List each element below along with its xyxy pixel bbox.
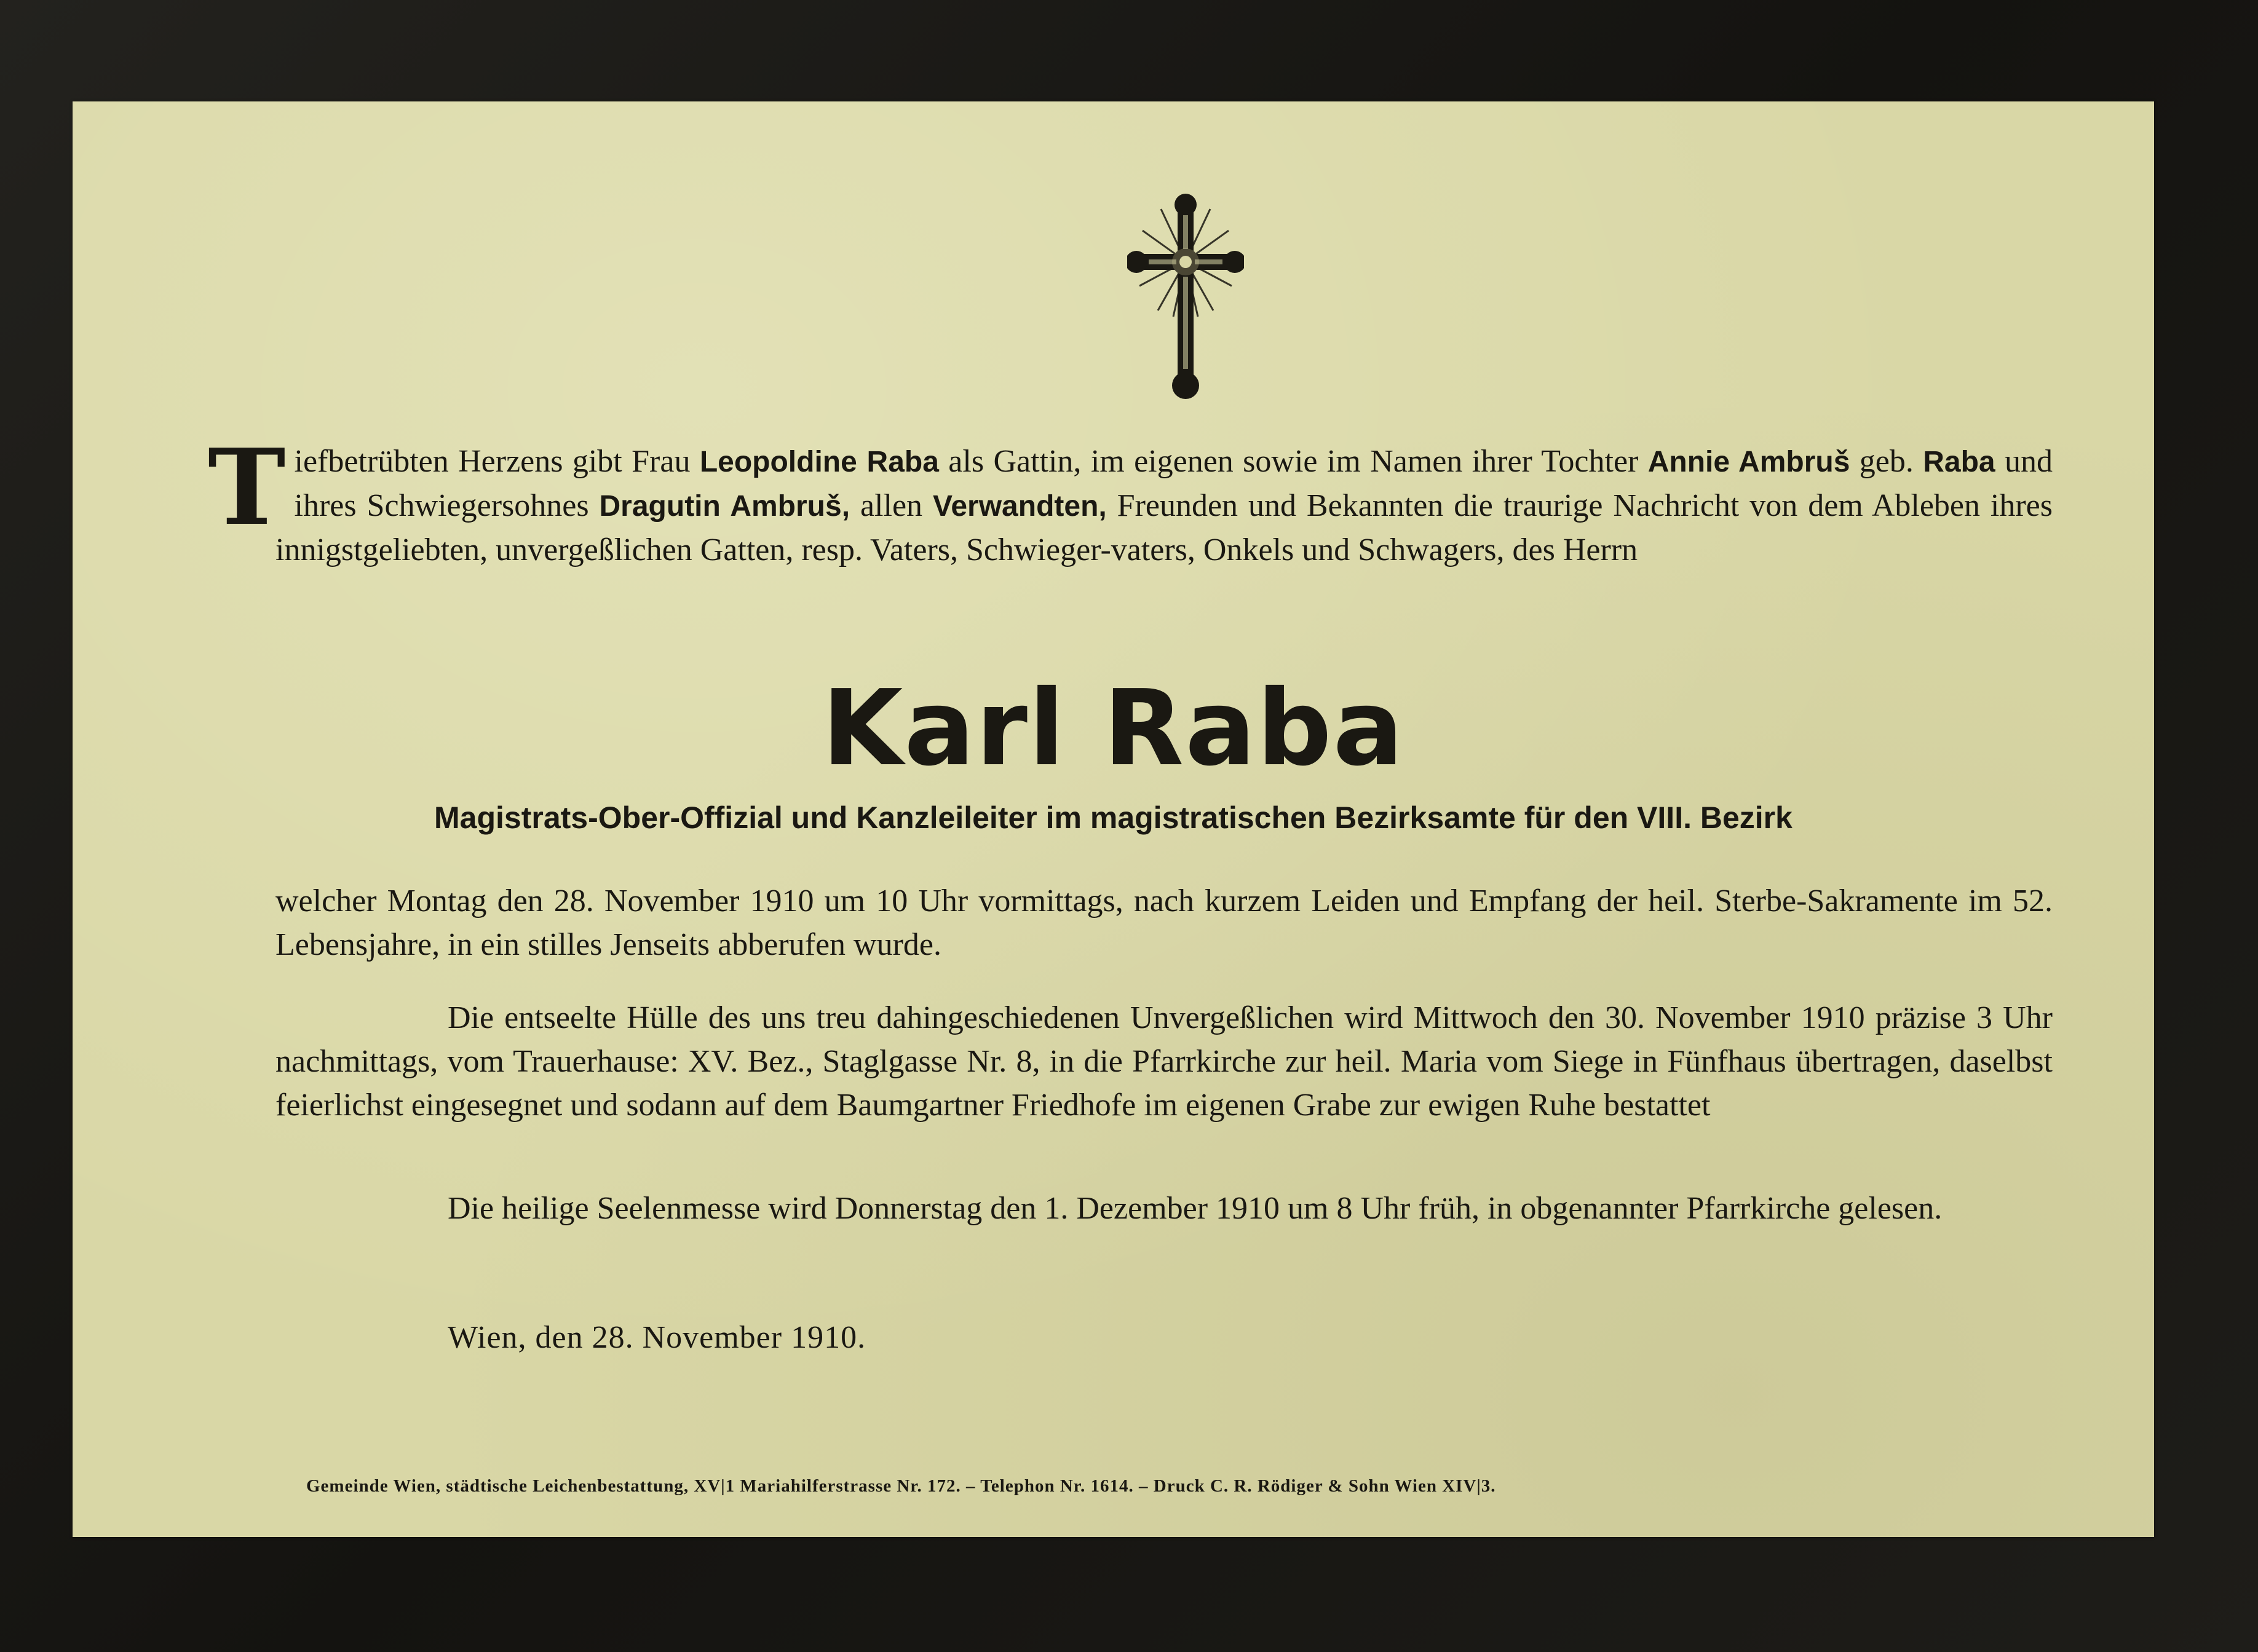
- death-notice-card: [73, 101, 2154, 1537]
- mass-paragraph: Die heilige Seelenmesse wird Donnerstag den 1. Dezember 1910 um 8 Uhr früh, in obgenannter Pfarrkirche gelesen.: [448, 1191, 1943, 1226]
- drop-cap: T: [208, 426, 286, 549]
- intro-text-3: geb.: [1850, 444, 1923, 479]
- deceased-title: Magistrats-Ober-Offizial und Kanzleileiter im magistratischen Bezirksamte für den VIII. Bezirk: [434, 800, 1793, 835]
- ornamental-cross-icon: [1127, 194, 1244, 403]
- intro-text-4: und ihres Schwiegersohnes: [294, 444, 2053, 523]
- death-paragraph: welcher Montag den 28. November 1910 um 10 Uhr vormittags, nach kurzem Leiden und Empfang der heil. Sterbe-Sakramente im 52. Lebensjahre, in ein stilles Jenseits abberufen wurde.: [275, 883, 2053, 962]
- deceased-name: Karl Raba: [822, 668, 1405, 789]
- son-in-law-name: Dragutin Ambruš,: [599, 490, 850, 523]
- place-and-date: Wien, den 28. November 1910.: [448, 1320, 866, 1355]
- relatives-word: Verwandten,: [932, 490, 1107, 523]
- intro-text-5: allen: [850, 488, 933, 523]
- printer-footer: Gemeinde Wien, städtische Leichenbestattung, XV|1 Mariahilferstrasse Nr. 172. – Telephon Nr. 1614. – Druck C. R. Rödiger & Sohn Wien XIV|3.: [306, 1476, 1496, 1496]
- maiden-name: Raba: [1923, 446, 1995, 478]
- intro-paragraph: [208, 426, 2053, 572]
- funeral-paragraph: Die entseelte Hülle des uns treu dahingeschiedenen Unvergeßlichen wird Mittwoch den 30. November 1910 präzise 3 Uhr nachmittags, vom Trauerhause: XV. Bez., Staglgasse Nr. 8, in die Pfarrkirche zur heil. Maria vom Siege in Fünfhaus übertragen, daselbst feierlichst eingesegnet und sodann auf dem Baumgartner Friedhofe im eigenen Grabe zur ewigen Ruhe bestattet: [275, 1000, 2053, 1123]
- daughter-name: Annie Ambruš: [1647, 446, 1850, 478]
- intro-text-2: als Gattin, im eigenen sowie im Namen ihrer Tochter: [938, 444, 1648, 479]
- widow-name: Leopoldine Raba: [699, 446, 939, 478]
- intro-text-6: Freunden und Bekannten die traurige Nachricht von dem Ableben ihres innigstgeliebten, unvergeßlichen Gatten, resp. Vaters, Schwieger-vaters, Onkels und Schwagers, des Herrn: [275, 488, 2053, 567]
- intro-text-1: iefbetrübten Herzens gibt Frau: [294, 444, 700, 479]
